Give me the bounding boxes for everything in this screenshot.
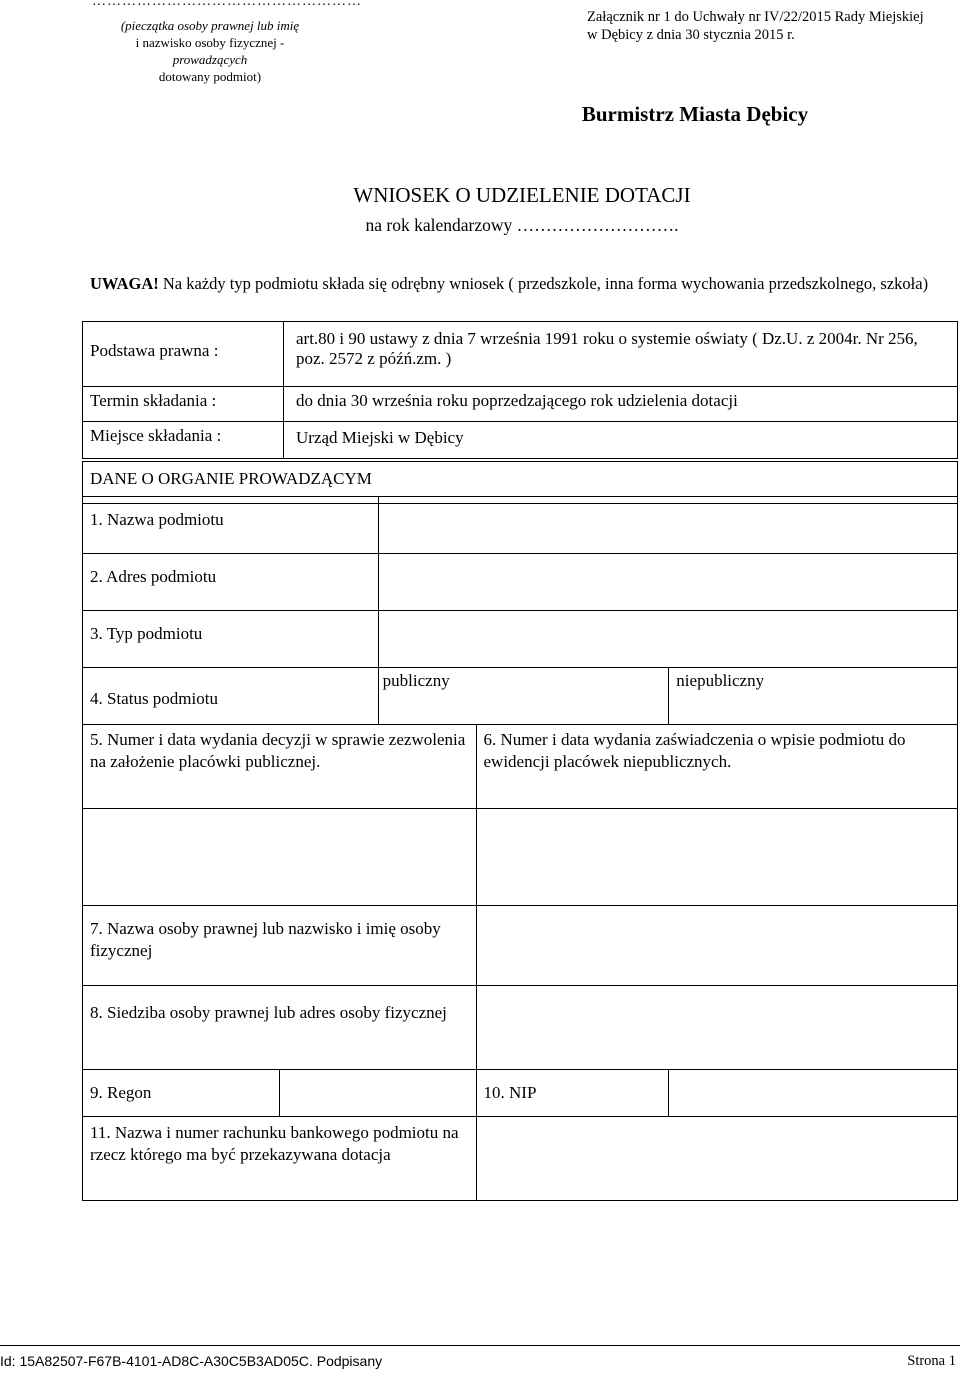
field-1-label: 1. Nazwa podmiotu	[83, 497, 379, 554]
legal-basis-value: art.80 i 90 ustawy z dnia 7 września 1991 roku o systemie oświaty ( Dz.U. z 2004r. Nr 256, poz. 2572 z późń.zm. )	[284, 322, 958, 387]
addressee-text: Burmistrz Miasta Dębicy	[581, 102, 809, 126]
field-6-label: 6. Numer i data wydania zaświadczenia o wpisie podmiotu do ewidencji placówek niepublicznych.	[476, 725, 957, 809]
field-3-input[interactable]	[378, 611, 957, 668]
status-public-option[interactable]: publiczny	[378, 668, 669, 725]
field-4-label: 4. Status podmiotu	[83, 668, 379, 725]
field-7-input[interactable]	[476, 906, 957, 986]
stamp-line-2-italic: prowadzących	[172, 52, 248, 67]
warning-label: UWAGA!	[90, 274, 159, 293]
field-8-input[interactable]	[476, 986, 957, 1070]
place-label: Miejsce składania :	[83, 422, 284, 459]
stamp-line-1: (pieczątka osoby prawnej lub imię	[120, 18, 300, 33]
warning-note	[90, 273, 940, 294]
stamp-caption	[100, 17, 320, 85]
field-10-input[interactable]	[669, 1070, 958, 1117]
field-11-label: 11. Nazwa i numer rachunku bankowego podmiotu na rzecz którego ma być przekazywana dotacja	[83, 1117, 477, 1201]
field-9-input[interactable]	[279, 1070, 476, 1117]
field-2-label: 2. Adres podmiotu	[83, 554, 379, 611]
section-title: DANE O ORGANIE PROWADZĄCYM	[83, 462, 958, 504]
field-5-label: 5. Numer i data wydania decyzji w sprawie zezwolenia na założenie placówki publicznej.	[83, 725, 477, 809]
document-title: WNIOSEK O UDZIELENIE DOTACJI	[353, 183, 691, 207]
applicant-form	[82, 496, 958, 1201]
document-subtitle: na rok kalendarzowy ……………………….	[365, 215, 679, 235]
addressee	[0, 102, 960, 127]
deadline-label: Termin składania :	[83, 387, 284, 422]
field-11-input[interactable]	[476, 1117, 957, 1201]
stamp-line-3: dotowany podmiot)	[158, 69, 262, 84]
status-nonpublic-option[interactable]: niepubliczny	[669, 668, 958, 725]
document-id: Id: 15A82507-F67B-4101-AD8C-A30C5B3AD05C. Podpisany	[0, 1353, 383, 1369]
stamp-line-2	[100, 34, 320, 68]
stamp-line-2-text: i nazwisko osoby fizycznej -	[135, 35, 285, 50]
field-7-label: 7. Nazwa osoby prawnej lub nazwisko i imię osoby fizycznej	[83, 906, 477, 986]
legal-basis-table	[82, 321, 958, 459]
place-value: Urząd Miejski w Dębicy	[284, 422, 958, 459]
field-3-label: 3. Typ podmiotu	[83, 611, 379, 668]
footer-divider	[0, 1345, 960, 1346]
deadline-value: do dnia 30 września roku poprzedzającego rok udzielenia dotacji	[284, 387, 958, 422]
field-6-input[interactable]	[476, 809, 957, 906]
field-1-input[interactable]	[378, 497, 957, 554]
legal-basis-label: Podstawa prawna :	[83, 322, 284, 387]
annex-line-2: w Dębicy z dnia 30 stycznia 2015 r.	[587, 27, 795, 43]
stamp-dotted-line: ………………………………………………	[92, 0, 362, 9]
field-5-input[interactable]	[83, 809, 477, 906]
page-number: Strona 1	[907, 1353, 956, 1369]
field-8-label: 8. Siedziba osoby prawnej lub adres osoby fizycznej	[83, 986, 477, 1070]
annex-note	[587, 8, 924, 44]
warning-text: Na każdy typ podmiotu składa się odrębny wniosek ( przedszkole, inna forma wychowania przedszkolnego, szkoła)	[158, 274, 929, 293]
field-10-label: 10. NIP	[476, 1070, 669, 1117]
annex-line-1: Załącznik nr 1 do Uchwały nr IV/22/2015 Rady Miejskiej	[587, 9, 924, 25]
field-9-label: 9. Regon	[83, 1070, 280, 1117]
field-2-input[interactable]	[378, 554, 957, 611]
